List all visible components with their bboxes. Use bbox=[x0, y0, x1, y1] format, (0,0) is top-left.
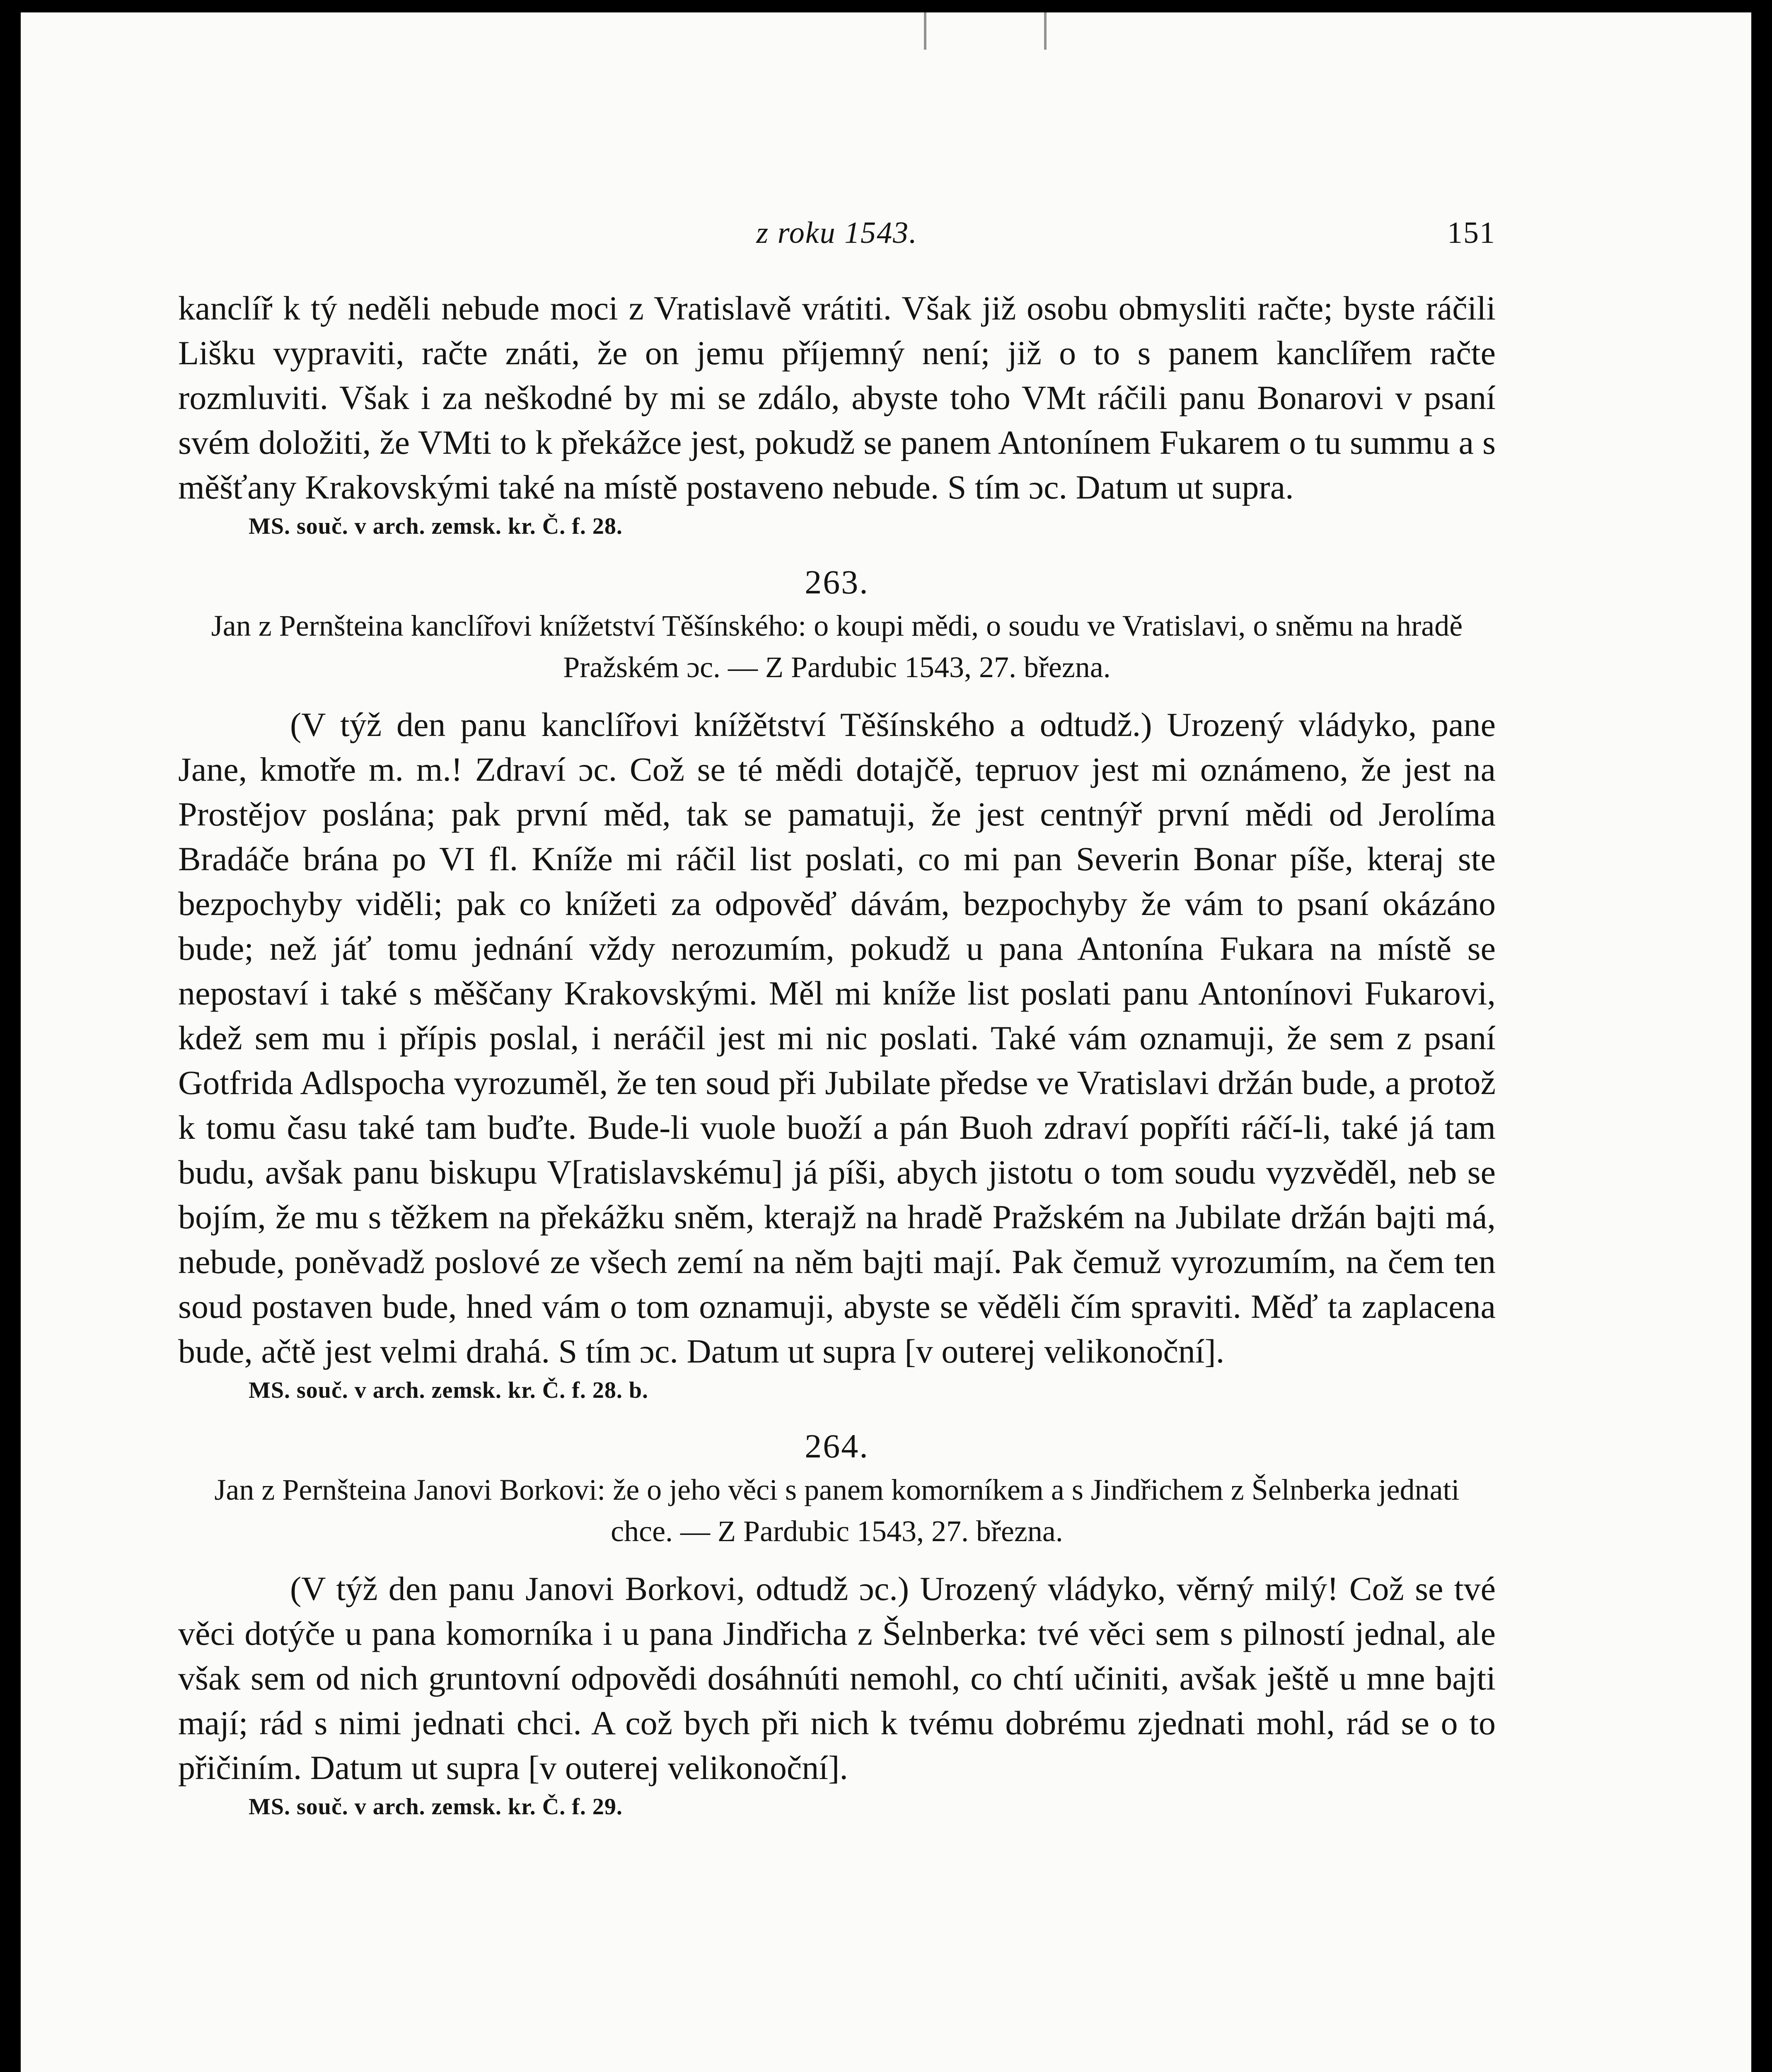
document-text: (V týž den panu kanclířovi knížětství Těšínského a odtudž.) Urozený vládyko, pane Jane, kmotře m. m.! Zdraví ɔc. Což se té mědi dotajčě, tepruov jest mi oznámeno, že jest na Prostějov poslána; pak první měd, tak se pamatuji, že jest centnýř první mědi od Jerolíma Bradáče brána po VI fl. Kníže mi ráčil list poslati, co mi pan Severin Bonar píše, kteraj ste bezpochyby viděli; pak co knížeti za odpověď dávám, bezpochyby že vám to psaní okázáno bude; než jáť tomu jednání vždy nerozumím, pokudž u pana Antonína Fukara na místě se nepostaví i také s měščany Krakovskými. Měl mi kníže list poslati panu Antonínovi Fukarovi, kdež sem mu i přípis poslal, i neráčil jest mi nic poslati. Také vám oznamuji, že sem z psaní Gotfrida Adlspocha vyrozuměl, že ten soud při Jubilate předse ve Vratislavi držán bude, a protož k tomu času také tam buďte. Bude-li vuole buoží a pán Buoh zdraví popříti ráčí-li, také já tam budu, avšak panu biskupu V[ratislavskému] já píši, abych jistotu o tom soudu vyzvěděl, neb se bojím, že mu s těžkem na překážku sněm, kterajž na hradě Pražském na Jubilate držán bajti má, nebude, poněvadž poslové ze všech zemí na něm bajti mají. Pak čemuž vyrozumím, na čem ten soud postaven bude, hned vám o tom oznamuji, abyste se věděli čím spraviti. Měď ta zaplacena bude, ačtě jest velmi drahá. S tím ɔc. Datum ut supra [v outerej velikonoční]. bbox=[178, 706, 1496, 1370]
document-264 bbox=[178, 1423, 1496, 1823]
document-263 bbox=[178, 559, 1496, 1407]
document-regest: Jan z Pernšteina kanclířovi knížetství Těšínského: o koupi mědi, o soudu ve Vratislavi, o sněmu na hradě Pražském ɔc. — Z Pardubic 1543, 27. března. bbox=[211, 609, 1463, 684]
document-number: 263. bbox=[805, 563, 869, 601]
document-regest: Jan z Pernšteina Janovi Borkovi: že o jeho věci s panem komorníkem a s Jindřichem z Šelnberka jednati chce. — Z Pardubic 1543, 27. března. bbox=[214, 1473, 1460, 1548]
source-note: MS. souč. v arch. zemsk. kr. Č. f. 28. bbox=[249, 513, 623, 539]
document-text: (V týž den panu Janovi Borkovi, odtudž ɔc.) Urozený vládyko, věrný milý! Což se tvé věci dotýče u pana komorníka i u pana Jindřicha z Šelnberka: tvé věci sem s pilností jednal, ale však sem od nich gruntovní odpovědi dosáhnúti nemohl, co chtí učiniti, avšak ještě u mne bajti mají; rád s nimi jednati chci. A což bych při nich k tvému dobrému zjednati mohl, rád se o to přičiním. Datum ut supra [v outerej velikonoční]. bbox=[178, 1570, 1496, 1786]
source-note: MS. souč. v arch. zemsk. kr. Č. f. 28. b. bbox=[249, 1377, 649, 1403]
paragraph-continuation: kanclíř k tý neděli nebude moci z Vratislavě vrátiti. Však již osobu obmysliti račte; byste ráčili Lišku vypraviti, račte znáti, že on jemu příjemný není; již o to s panem kanclířem račte rozmluviti. Však i za neškodné by mi se zdálo, abyste toho VMt ráčili panu Bonarovi v psaní svém doložiti, že VMti to k překážce jest, pokudž se panem Antonínem Fukarem o tu summu a s měšťany Krakovskými také na místě postaveno nebude. S tím ɔc. Datum ut supra. bbox=[178, 289, 1496, 506]
source-note: MS. souč. v arch. zemsk. kr. Č. f. 29. bbox=[249, 1794, 623, 1820]
scan-artifact-mark bbox=[1044, 12, 1047, 50]
scanned-page bbox=[21, 12, 1751, 2072]
page-number: 151 bbox=[1447, 216, 1496, 250]
document-number: 264. bbox=[805, 1427, 869, 1465]
running-title: z roku 1543. bbox=[756, 216, 918, 250]
scan-artifact-mark bbox=[924, 12, 926, 50]
page-body bbox=[178, 286, 1496, 1823]
page-header bbox=[178, 197, 1496, 280]
